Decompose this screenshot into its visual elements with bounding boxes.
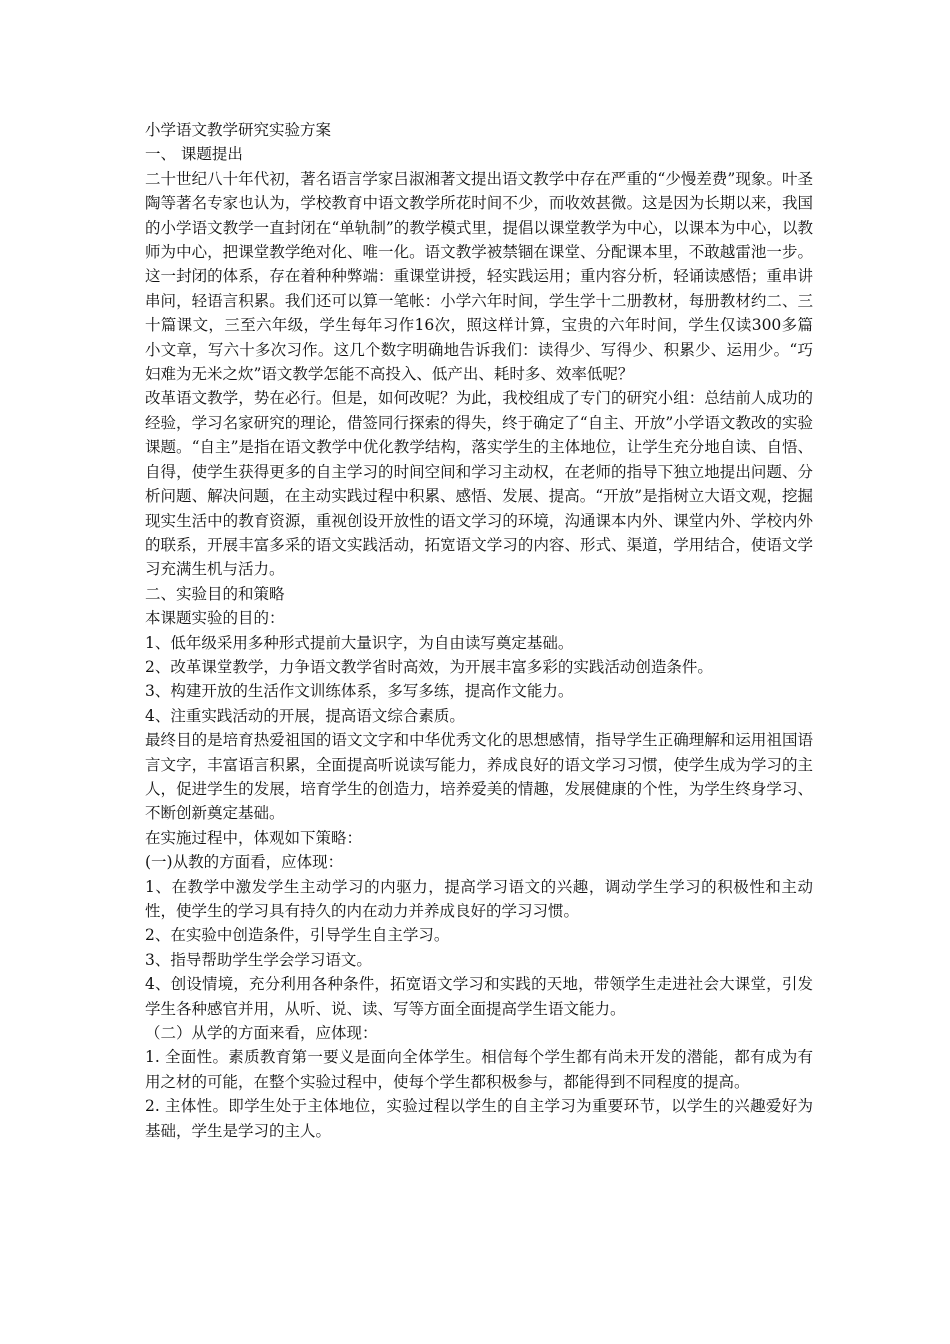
subsection-heading: （二）从学的方面来看，应体现： [145, 1024, 378, 1043]
paragraph: 最终目的是培育热爱祖国的语文文字和中华优秀文化的思想感情，指导学生正确理解和运用祖国语言文字，丰富语言积累，全面提高听说读写能力，养成良好的语文学习习惯，使学生成为学习的主人，促进学生的发展，培育学生的创造力，培养爱美的情趣，发展健康的个性，为学生终身学习、不断创新奠定基础。 [145, 731, 813, 823]
document-title: 小学语文教学研究实验方案 [145, 121, 332, 139]
paragraph: 在实施过程中，体观如下策略： [145, 828, 363, 847]
paragraph: 改革语文教学，势在必行。但是，如何改呢？为此，我校组成了专门的研究小组：总结前人成功的经验，学习名家研究的理论，借签同行探索的得失，终于确定了“自主、开放”小学语文教改的实验课题。“自主”是指在语文教学中优化教学结构，落实学生的主体地位，让学生充分地自读、自悟、自得，使学生获得更多的自主学习的时间空间和学习主动权，在老师的指导下独立地提出问题、分析问题、解决问题，在主动实践过程中积累、感悟、发展、提高。“开放”是指树立大语文观，挖掘现实生活中的教育资源，重视创设开放性的语文学习的环境，沟通课本内外、课堂内外、学校内外的联系，开展丰富多采的语文实践活动，拓宽语文学习的内容、形式、渠道，学用结合，使语文学习充满生机与活力。 [145, 389, 813, 579]
paragraph: 二十世纪八十年代初，著名语言学家吕淑湘著文提出语文教学中存在严重的“少慢差费”现象。叶圣陶等著名专家也认为，学校教育中语文教学所花时间不少，而收效甚微。这是因为长期以来，我国的小学语文教学一直封闭在“单轨制”的教学模式里，提倡以课堂教学为中心，以课本为中心，以教师为中心，把课堂教学绝对化、唯一化。语文教学被禁锢在课堂、分配课本里，不敢越雷池一步。这一封闭的体系，存在着种种弊端：重课堂讲授，轻实践运用；重内容分析，轻诵读感悟；重串讲串问，轻语言积累。我们还可以算一笔帐：小学六年时间，学生学十二册教材，每册教材约二、三十篇课文，三至六年级，学生每年习作16次，照这样计算，宝贵的六年时间，学生仅读300多篇小文章，写六十多次习作。这几个数字明确地告诉我们：读得少、写得少、积累少、运用少。“巧妇难为无米之炊”语文教学怎能不高投入、低产出、耗时多、效率低呢？ [145, 169, 813, 384]
list-item: 3、构建开放的生活作文训练体系，多写多练，提高作文能力。 [145, 682, 574, 701]
section-heading-2: 二、实验目的和策略 [145, 584, 285, 603]
document-body [145, 118, 813, 1143]
list-item: 4、注重实践活动的开展，提高语文综合素质。 [145, 706, 465, 725]
list-item: 2、在实验中创造条件，引导学生自主学习。 [145, 926, 450, 945]
list-item: 1、在教学中激发学生主动学习的内驱力，提高学习语文的兴趣，调动学生学习的积极性和主动性，使学生的学习具有持久的内在动力并养成良好的学习习惯。 [145, 877, 813, 920]
subsection-heading: (一)从教的方面看，应体现： [145, 853, 344, 872]
paragraph: 本课题实验的目的： [145, 609, 285, 628]
list-item: 2. 主体性。即学生处于主体地位，实验过程以学生的自主学习为重要环节，以学生的兴趣爱好为基础，学生是学习的主人。 [145, 1097, 813, 1140]
list-item: 2、改革课堂教学，力争语文教学省时高效，为开展丰富多彩的实践活动创造条件。 [145, 657, 713, 676]
list-item: 1、低年级采用多种形式提前大量识字，为自由读写奠定基础。 [145, 633, 574, 652]
section-heading-1: 一、 课题提出 [145, 145, 243, 164]
list-item: 1. 全面性。素质教育第一要义是面向全体学生。相信每个学生都有尚未开发的潜能，都有成为有用之材的可能，在整个实验过程中，使每个学生都积极参与，都能得到不同程度的提高。 [145, 1048, 813, 1091]
list-item: 4、创设情境，充分利用各种条件，拓宽语文学习和实践的天地，带领学生走进社会大课堂，引发学生各种感官并用，从听、说、读、写等方面全面提高学生语文能力。 [145, 975, 813, 1018]
list-item: 3、指导帮助学生学会学习语文。 [145, 950, 372, 969]
